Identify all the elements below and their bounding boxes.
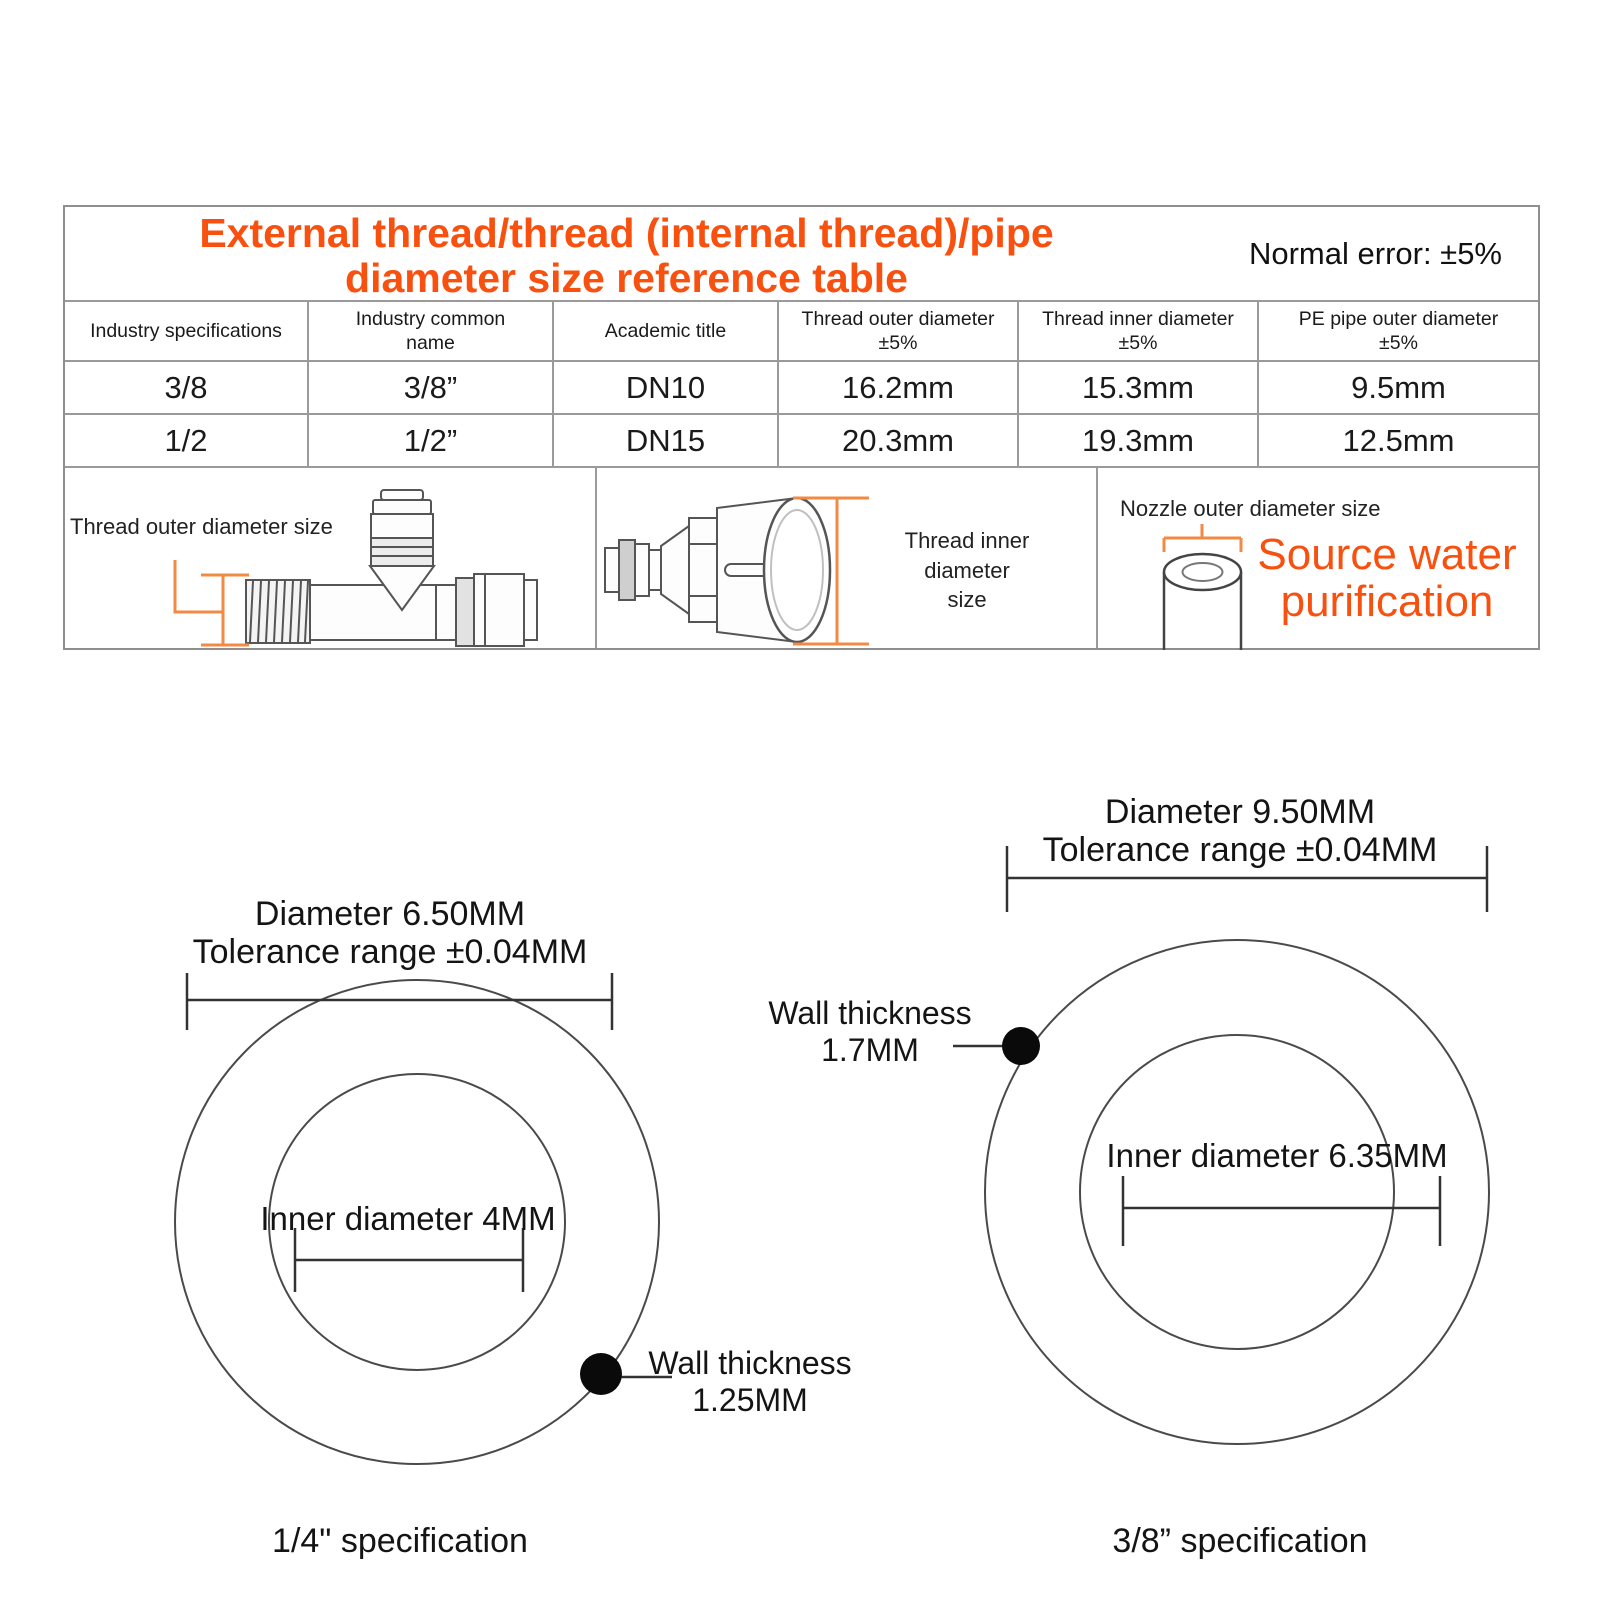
- right-dimension-lines: [953, 846, 1487, 1246]
- header-industry-specifications: Industry specifications: [65, 300, 307, 360]
- cell-spec: 3/8: [65, 360, 307, 413]
- picture-cell-nozzle: [1096, 468, 1539, 648]
- table-title-line1: External thread/thread (internal thread)/pipe: [199, 210, 1054, 257]
- cell-academic-title: DN15: [552, 413, 777, 466]
- thread-inner-diameter-label: Thread inner diameter size: [904, 528, 1030, 613]
- table-title-row: [65, 207, 1538, 300]
- picture-cell-thread-outer: [65, 468, 595, 648]
- header-thread-inner-diameter: Thread inner diameter ±5%: [1017, 300, 1257, 360]
- table-title-line2: diameter size reference table: [345, 254, 908, 301]
- circle-diagram-right: [985, 940, 1489, 1444]
- left-dimension-lines: [187, 973, 672, 1377]
- left-wall-thickness-label: Wall thickness 1.25MM: [648, 1345, 852, 1418]
- normal-error-note: Normal error: ±5%: [1248, 235, 1502, 271]
- cell-thread-outer: 20.3mm: [777, 413, 1017, 466]
- header-pe-pipe-outer-diameter: PE pipe outer diameter ±5%: [1257, 300, 1538, 360]
- nozzle-dimension-lines: [1164, 524, 1241, 552]
- cell-academic-title: DN10: [552, 360, 777, 413]
- cell-thread-inner: 15.3mm: [1017, 360, 1257, 413]
- thread-outer-dimension-lines: [175, 560, 249, 645]
- header-thread-outer-diameter: Thread outer diameter ±5%: [777, 300, 1017, 360]
- left-inner-diameter-label: Inner diameter 4MM: [260, 1200, 556, 1237]
- right-spec-label: 3/8” specification: [1112, 1522, 1368, 1560]
- cell-pe-outer: 12.5mm: [1257, 413, 1538, 466]
- cell-thread-outer: 16.2mm: [777, 360, 1017, 413]
- cell-common-name: 1/2”: [307, 413, 552, 466]
- thread-outer-diameter-label: Thread outer diameter size: [70, 514, 333, 539]
- left-diameter-label: Diameter 6.50MM Tolerance range ±0.04MM: [192, 895, 588, 972]
- table-row: [65, 360, 1538, 413]
- table-pictures-row: [65, 466, 1538, 648]
- table-row: [65, 413, 1538, 466]
- header-industry-common-name: Industry common name: [307, 300, 552, 360]
- tee-fitting-drawing: [65, 468, 595, 650]
- picture-cell-thread-inner: [595, 468, 1096, 648]
- header-academic-title: Academic title: [552, 300, 777, 360]
- wall-thickness-dot-left: [580, 1353, 622, 1395]
- cell-pe-outer: 9.5mm: [1257, 360, 1538, 413]
- brand-text: Source water purification: [1257, 530, 1517, 626]
- right-inner-diameter-label: Inner diameter 6.35MM: [1106, 1137, 1448, 1174]
- table-header-row: [65, 300, 1538, 360]
- table-title: [65, 207, 1188, 300]
- wall-thickness-dot-right: [1002, 1027, 1040, 1065]
- cell-thread-inner: 19.3mm: [1017, 413, 1257, 466]
- right-wall-thickness-label: Wall thickness 1.7MM: [768, 995, 972, 1068]
- right-diameter-label: Diameter 9.50MM Tolerance range ±0.04MM: [1042, 793, 1438, 870]
- cell-spec: 1/2: [65, 413, 307, 466]
- nozzle-outer-diameter-label: Nozzle outer diameter size: [1120, 496, 1381, 521]
- left-spec-label: 1/4" specification: [272, 1522, 528, 1560]
- cell-common-name: 3/8”: [307, 360, 552, 413]
- reference-table: [63, 205, 1540, 650]
